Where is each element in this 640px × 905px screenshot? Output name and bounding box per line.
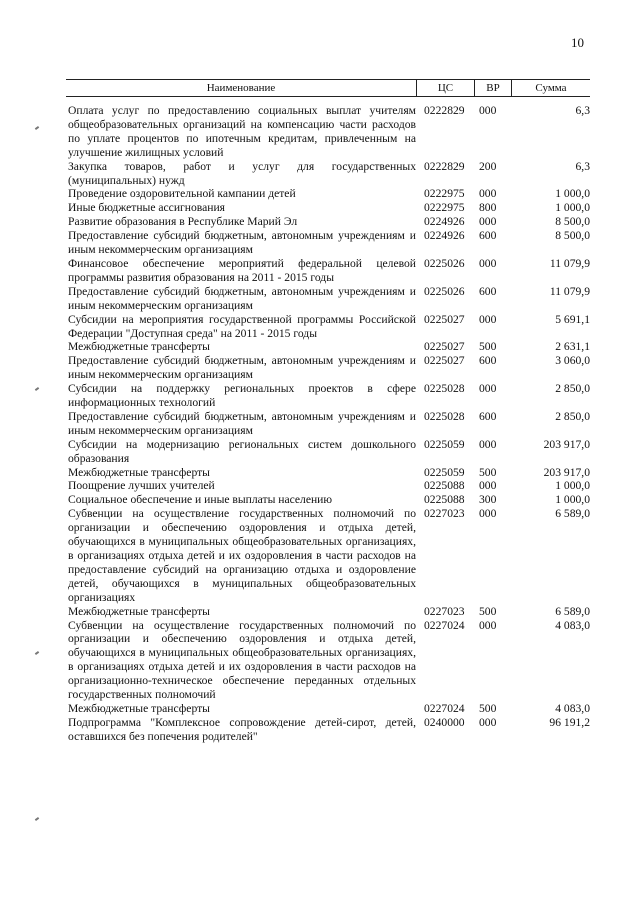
row-sum: 1 000,0 <box>555 187 590 201</box>
header-cs: ЦС <box>417 80 475 96</box>
row-sum: 2 850,0 <box>555 382 590 396</box>
row-name: Межбюджетные трансферты <box>68 604 210 618</box>
row-sum: 1 000,0 <box>555 201 590 215</box>
row-vr: 000 <box>479 215 497 229</box>
row-sum: 4 083,0 <box>555 701 590 715</box>
row-cs: 0225028 <box>424 382 465 396</box>
table-row <box>68 507 590 604</box>
row-vr: 000 <box>479 507 497 521</box>
row-vr: 000 <box>479 382 497 396</box>
row-name: Предоставление субсидий бюджетным, автономным учреждениям и иным некоммерческим организациям <box>68 284 416 312</box>
table-row <box>68 493 590 507</box>
scan-mark <box>35 387 39 391</box>
row-cs: 0227024 <box>424 618 465 632</box>
row-vr: 500 <box>479 340 497 354</box>
row-name: Межбюджетные трансферты <box>68 340 210 354</box>
row-cs: 0222975 <box>424 201 465 215</box>
row-vr: 500 <box>479 701 497 715</box>
row-name: Межбюджетные трансферты <box>68 701 210 715</box>
row-name: Социальное обеспечение и иные выплаты населению <box>68 493 333 507</box>
row-vr: 500 <box>479 465 497 479</box>
row-name: Субвенции на осуществление государственных полномочий по организации и обеспечению оздоровления и отдыха детей, обучающихся в муниципальных общеобразовательных организациях, в организациях отдыха детей и их оздоровления в части расходов на организационно-техническое обеспечение переданных отдельных государственных полномочий <box>68 618 416 702</box>
table-row <box>68 285 590 313</box>
row-vr: 800 <box>479 201 497 215</box>
table-body <box>68 104 590 744</box>
table-row <box>68 479 590 493</box>
row-cs: 0225059 <box>424 437 465 451</box>
row-vr: 000 <box>479 187 497 201</box>
row-vr: 300 <box>479 493 497 507</box>
row-sum: 6,3 <box>575 104 590 117</box>
table-row <box>68 187 590 201</box>
row-sum: 11 079,9 <box>549 284 590 298</box>
row-sum: 8 500,0 <box>555 229 590 243</box>
row-cs: 0224926 <box>424 229 465 243</box>
row-sum: 6 589,0 <box>555 604 590 618</box>
table-row <box>68 340 590 354</box>
row-name: Оплата услуг по предоставлению социальных выплат учителям общеобразовательных организаций на компенсацию части расходов по уплате процентов по ипотечным кредитам, привлеченным на улучшение жилищных условий <box>68 104 416 159</box>
row-name: Иные бюджетные ассигнования <box>68 201 225 215</box>
header-name: Наименование <box>66 80 417 96</box>
table-row <box>68 104 590 160</box>
row-name: Субвенции на осуществление государственных полномочий по организации и обеспечению оздоровления и отдыха детей, обучающихся в муниципальных общеобразовательных организациях, в организациях отдыха детей и их оздоровления в части расходов на предоставление субсидий на организацию отдыха и оздоровление детей, обучающихся в муниципальных общеобразовательных организациях <box>68 507 416 604</box>
row-sum: 11 079,9 <box>549 256 590 270</box>
table-row <box>68 605 590 619</box>
page-number: 10 <box>571 35 584 50</box>
row-cs: 0240000 <box>424 715 465 729</box>
row-cs: 0225088 <box>424 479 465 493</box>
row-cs: 0222975 <box>424 187 465 201</box>
table-row <box>68 466 590 480</box>
row-sum: 5 691,1 <box>555 312 590 326</box>
row-cs: 0225027 <box>424 312 465 326</box>
row-sum: 203 917,0 <box>543 437 590 451</box>
row-name: Закупка товаров, работ и услуг для государственных (муниципальных) нужд <box>68 159 416 187</box>
row-cs: 0225088 <box>424 493 465 507</box>
row-vr: 600 <box>479 229 497 243</box>
table-row <box>68 382 590 410</box>
row-cs: 0225027 <box>424 354 465 368</box>
scan-mark <box>35 651 39 655</box>
table-row <box>68 716 590 744</box>
row-vr: 000 <box>479 312 497 326</box>
row-sum: 203 917,0 <box>543 465 590 479</box>
row-name: Подпрограмма "Комплексное сопровождение детей-сирот, детей, оставшихся без попечения родителей" <box>68 715 416 743</box>
row-cs: 0227024 <box>424 701 465 715</box>
row-sum: 4 083,0 <box>555 618 590 632</box>
row-cs: 0225027 <box>424 340 465 354</box>
row-cs: 0225026 <box>424 256 465 270</box>
table-row <box>68 702 590 716</box>
row-sum: 1 000,0 <box>555 479 590 493</box>
row-cs: 0225059 <box>424 465 465 479</box>
row-vr: 600 <box>479 409 497 423</box>
row-vr: 000 <box>479 618 497 632</box>
row-name: Предоставление субсидий бюджетным, автономным учреждениям и иным некоммерческим организациям <box>68 409 416 437</box>
row-cs: 0227023 <box>424 507 465 521</box>
row-name: Субсидии на поддержку региональных проектов в сфере информационных технологий <box>68 382 416 410</box>
row-vr: 600 <box>479 354 497 368</box>
row-vr: 000 <box>479 256 497 270</box>
row-name: Предоставление субсидий бюджетным, автономным учреждениям и иным некоммерческим организациям <box>68 354 416 382</box>
table-row <box>68 354 590 382</box>
table-row <box>68 201 590 215</box>
row-cs: 0222829 <box>424 159 465 173</box>
row-vr: 200 <box>479 159 497 173</box>
row-sum: 6,3 <box>575 159 590 173</box>
row-name: Субсидии на мероприятия государственной программы Российской Федерации "Доступная среда" на 2011 - 2015 годы <box>68 312 416 340</box>
row-vr: 500 <box>479 604 497 618</box>
row-cs: 0225026 <box>424 284 465 298</box>
row-sum: 1 000,0 <box>555 493 590 507</box>
row-sum: 8 500,0 <box>555 215 590 229</box>
row-cs: 0222829 <box>424 104 465 117</box>
row-sum: 6 589,0 <box>555 507 590 521</box>
header-sum: Сумма <box>535 82 567 94</box>
table-row <box>68 257 590 285</box>
scan-mark <box>35 126 39 130</box>
table-header <box>66 79 590 97</box>
row-vr: 000 <box>479 437 497 451</box>
row-name: Поощрение лучших учителей <box>68 479 215 493</box>
row-vr: 000 <box>479 479 497 493</box>
row-name: Развитие образования в Республике Марий Эл <box>68 215 298 229</box>
header-vr: ВР <box>475 80 512 96</box>
row-vr: 600 <box>479 284 497 298</box>
row-cs: 0227023 <box>424 604 465 618</box>
table-row <box>68 215 590 229</box>
row-sum: 96 191,2 <box>549 715 590 729</box>
row-name: Предоставление субсидий бюджетным, автономным учреждениям и иным некоммерческим организациям <box>68 229 416 257</box>
row-name: Финансовое обеспечение мероприятий федеральной целевой программы развития образования на 2011 - 2015 годы <box>68 256 416 284</box>
row-name: Субсидии на модернизацию региональных систем дошкольного образования <box>68 437 416 465</box>
row-name: Межбюджетные трансферты <box>68 465 210 479</box>
table-row <box>68 619 590 702</box>
row-sum: 2 850,0 <box>555 409 590 423</box>
row-cs: 0225028 <box>424 409 465 423</box>
row-vr: 000 <box>479 104 497 117</box>
table-row <box>68 438 590 466</box>
table-row <box>68 313 590 341</box>
row-cs: 0224926 <box>424 215 465 229</box>
table-row <box>68 410 590 438</box>
table-row <box>68 160 590 188</box>
row-vr: 000 <box>479 715 497 729</box>
row-sum: 3 060,0 <box>555 354 590 368</box>
row-sum: 2 631,1 <box>555 340 590 354</box>
table-row <box>68 229 590 257</box>
row-name: Проведение оздоровительной кампании детей <box>68 187 296 201</box>
scan-mark <box>35 817 39 821</box>
